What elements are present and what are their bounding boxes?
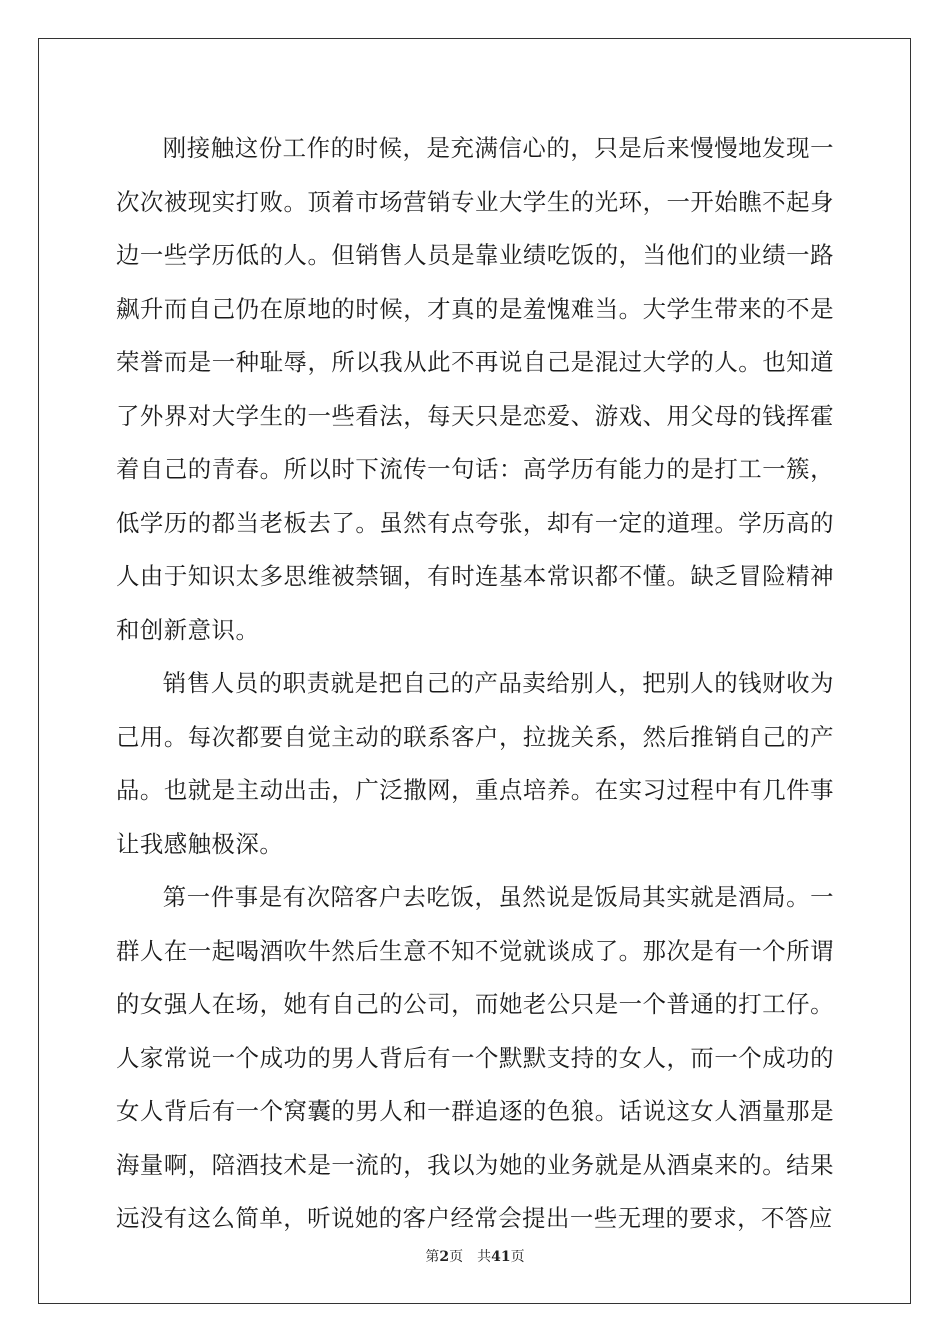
page-footer: [0, 1248, 950, 1266]
page-number-prefix: 第: [425, 1249, 440, 1265]
current-page: 2: [439, 1249, 450, 1265]
page-number: [425, 1249, 463, 1265]
paragraph: 刚接触这份工作的时候，是充满信心的，只是后来慢慢地发现一次次被现实打败。顶着市场营销专业大学生的光环，一开始瞧不起身边一些学历低的人。但销售人员是靠业绩吃饭的，当他们的业绩一路飙升而自己仍在原地的时候，才真的是羞愧难当。大学生带来的不是荣誉而是一种耻辱，所以我从此不再说自己是混过大学的人。也知道了外界对大学生的一些看法，每天只是恋爱、游戏、用父母的钱挥霍着自己的青春。所以时下流传一句话：高学历有能力的是打工一簇，低学历的都当老板去了。虽然有点夸张，却有一定的道理。学历高的人由于知识太多思维被禁锢，有时连基本常识都不懂。缺乏冒险精神和创新意识。: [116, 134, 834, 644]
page-number-suffix: 页: [449, 1249, 464, 1265]
page-total: [477, 1249, 524, 1265]
total-pages: 41: [491, 1249, 511, 1265]
paragraph: 第一件事是有次陪客户去吃饭，虽然说是饭局其实就是酒局。一群人在一起喝酒吹牛然后生意不知不觉就谈成了。那次是有一个所谓的女强人在场，她有自己的公司，而她老公只是一个普通的打工仔。人家常说一个成功的男人背后有一个默默支持的女人，而一个成功的女人背后有一个窝囊的男人和一群追逐的色狼。话说这女人酒量那是海量啊，陪酒技术是一流的，我以为她的业务就是从酒桌来的。结果远没有这么简单，听说她的客户经常会提出一些无理的要求，不答应: [116, 883, 834, 1232]
total-prefix: 共: [477, 1249, 492, 1265]
paragraph: 销售人员的职责就是把自己的产品卖给别人，把别人的钱财收为己用。每次都要自觉主动的联系客户，拉拢关系，然后推销自己的产品。也就是主动出击，广泛撒网，重点培养。在实习过程中有几件事让我感触极深。: [116, 669, 834, 858]
document-body: [116, 122, 834, 1246]
total-suffix: 页: [510, 1249, 525, 1265]
